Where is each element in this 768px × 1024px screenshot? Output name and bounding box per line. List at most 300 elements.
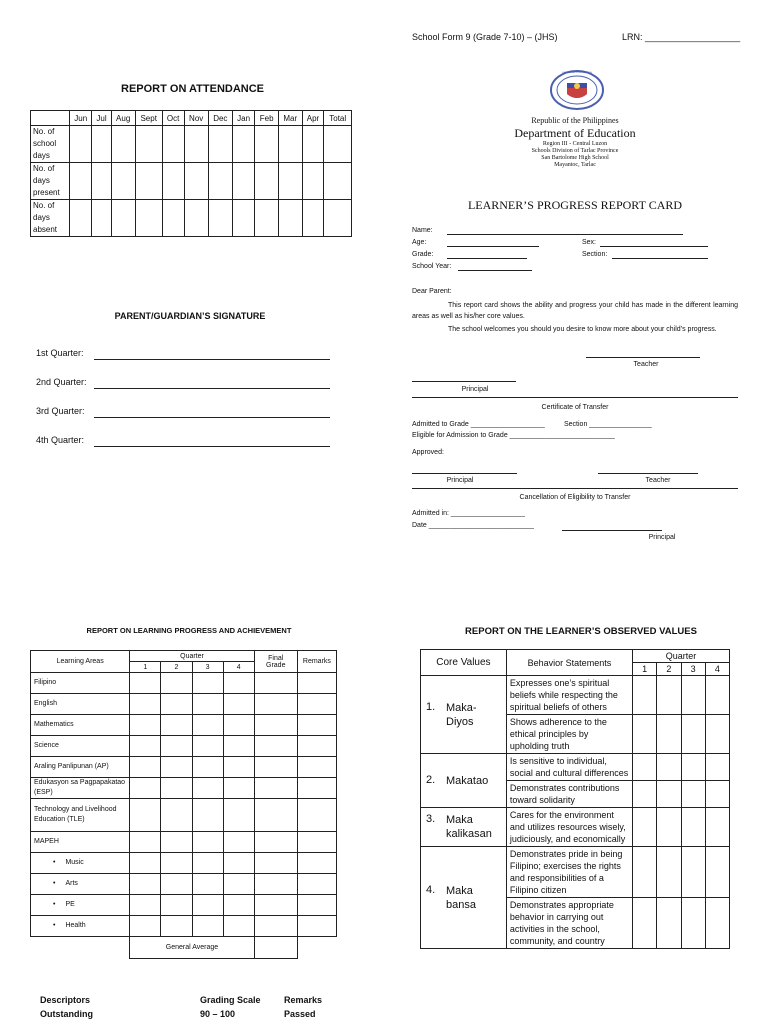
quarter-signature-label: 3rd Quarter: bbox=[36, 406, 85, 416]
final-grade-header: Final Grade bbox=[254, 651, 297, 673]
core-value-name: Maka kalikasan bbox=[446, 814, 492, 840]
dear-parent: Dear Parent: bbox=[412, 288, 452, 295]
attendance-row-label-line: absent bbox=[33, 225, 58, 234]
grade-cell[interactable] bbox=[130, 757, 161, 778]
learning-area-name bbox=[31, 673, 130, 694]
attendance-row bbox=[31, 163, 352, 200]
learning-area-label: PE bbox=[65, 901, 75, 908]
values-row bbox=[421, 808, 730, 847]
transfer-title: Certificate of Transfer bbox=[541, 404, 609, 411]
values-row bbox=[421, 847, 730, 898]
values-rating-cell[interactable] bbox=[681, 676, 705, 715]
grade-cell[interactable] bbox=[254, 799, 297, 832]
attendance-cell[interactable] bbox=[92, 163, 111, 200]
grade-cell[interactable] bbox=[161, 715, 192, 736]
name-label: Name: bbox=[412, 227, 433, 234]
attendance-cell[interactable] bbox=[135, 200, 162, 237]
learning-area-name bbox=[31, 736, 130, 757]
attendance-row-label-line: days bbox=[33, 213, 50, 222]
grade-cell[interactable] bbox=[223, 895, 254, 916]
grade-cell[interactable] bbox=[297, 715, 336, 736]
grade-cell[interactable] bbox=[297, 736, 336, 757]
behavior-statement: Is sensitive to individual, social and cultural differences bbox=[506, 754, 632, 781]
legend-descriptors: Descriptors bbox=[40, 995, 91, 1005]
grade-cell[interactable] bbox=[254, 757, 297, 778]
values-row bbox=[421, 754, 730, 781]
quarter-number: 2 bbox=[161, 662, 192, 673]
grade-cell[interactable] bbox=[254, 715, 297, 736]
learning-area-name bbox=[31, 715, 130, 736]
cancellation-title: Cancellation of Eligibility to Transfer bbox=[519, 494, 631, 501]
learning-area-label: Health bbox=[65, 922, 86, 929]
learning-area-row bbox=[31, 673, 337, 694]
cancellation-principal-label: Principal bbox=[648, 534, 676, 541]
values-row bbox=[421, 676, 730, 715]
quarter-signature-label: 2nd Quarter: bbox=[36, 377, 87, 387]
teacher-approval-line bbox=[598, 473, 698, 474]
grade-cell[interactable] bbox=[130, 832, 161, 853]
values-rating-cell[interactable] bbox=[705, 898, 729, 949]
attendance-cell[interactable] bbox=[255, 163, 279, 200]
general-average-label: General Average bbox=[130, 937, 254, 959]
core-value-cell bbox=[421, 754, 507, 808]
core-value-number: 2. bbox=[426, 773, 436, 786]
grade-cell[interactable] bbox=[297, 874, 336, 895]
attendance-cell[interactable] bbox=[70, 163, 92, 200]
sex-line[interactable] bbox=[600, 246, 708, 247]
admitted-to-grade: Admitted to Grade ___________________ bbox=[412, 421, 545, 428]
values-rating-cell[interactable] bbox=[681, 808, 705, 847]
learning-area-label: Mathematics bbox=[34, 721, 74, 728]
lrn-field: LRN: ___________________ bbox=[622, 32, 741, 42]
grade-cell[interactable] bbox=[192, 874, 223, 895]
grade-cell[interactable] bbox=[254, 853, 297, 874]
grade-cell[interactable] bbox=[161, 694, 192, 715]
attendance-table bbox=[30, 110, 352, 237]
attendance-row-label bbox=[31, 126, 70, 163]
attendance-cell[interactable] bbox=[111, 126, 135, 163]
values-rating-cell[interactable] bbox=[657, 847, 681, 898]
grade-cell[interactable] bbox=[130, 916, 161, 937]
learning-area-name bbox=[31, 694, 130, 715]
attendance-row-label bbox=[31, 163, 70, 200]
attendance-cell[interactable] bbox=[232, 200, 254, 237]
attendance-cell[interactable] bbox=[324, 126, 352, 163]
values-rating-cell[interactable] bbox=[657, 898, 681, 949]
bullet-icon: • bbox=[53, 922, 56, 929]
attendance-cell[interactable] bbox=[70, 200, 92, 237]
learning-area-row bbox=[31, 916, 337, 937]
grade-cell[interactable] bbox=[161, 799, 192, 832]
bullet-icon: • bbox=[53, 901, 56, 908]
grade-cell[interactable] bbox=[223, 916, 254, 937]
grade-cell[interactable] bbox=[297, 895, 336, 916]
values-rating-cell[interactable] bbox=[681, 847, 705, 898]
attendance-cell[interactable] bbox=[208, 126, 232, 163]
core-value-name: Maka bansa bbox=[446, 884, 476, 911]
attendance-cell[interactable] bbox=[302, 163, 324, 200]
grade-cell[interactable] bbox=[130, 895, 161, 916]
attendance-cell[interactable] bbox=[70, 126, 92, 163]
values-rating-cell[interactable] bbox=[681, 781, 705, 808]
behavior-statement: Cares for the environment and utilizes resources wisely, judiciously, and economically bbox=[506, 808, 632, 847]
values-quarter-number: 3 bbox=[681, 663, 705, 676]
grade-cell[interactable] bbox=[192, 694, 223, 715]
month-header: Jan bbox=[232, 111, 254, 126]
grade-cell[interactable] bbox=[223, 694, 254, 715]
approved-label: Approved: bbox=[412, 449, 444, 456]
deped-seal bbox=[549, 70, 605, 110]
grade-cell[interactable] bbox=[297, 694, 336, 715]
grade-cell[interactable] bbox=[192, 799, 223, 832]
attendance-cell[interactable] bbox=[208, 163, 232, 200]
learning-area-label: English bbox=[34, 700, 57, 707]
department: Department of Education bbox=[514, 126, 636, 140]
values-rating-cell[interactable] bbox=[657, 781, 681, 808]
values-rating-cell[interactable] bbox=[705, 676, 729, 715]
values-rating-cell[interactable] bbox=[705, 754, 729, 781]
quarter-signature-line[interactable] bbox=[94, 359, 330, 360]
values-rating-cell[interactable] bbox=[633, 715, 657, 754]
grade-cell[interactable] bbox=[161, 778, 192, 799]
attendance-row-label-line: school bbox=[33, 139, 57, 148]
grade-cell[interactable] bbox=[161, 916, 192, 937]
attendance-cell[interactable] bbox=[232, 163, 254, 200]
values-rating-cell[interactable] bbox=[681, 898, 705, 949]
month-header: Aug bbox=[111, 111, 135, 126]
attendance-cell[interactable] bbox=[184, 126, 208, 163]
learning-area-name bbox=[31, 895, 130, 916]
letter-paragraph-1: This report card shows the ability and progress your child has made in the different learning areas as well as his/her core values. bbox=[412, 302, 738, 320]
core-values-header: Core Values bbox=[421, 650, 507, 676]
learning-area-label: Music bbox=[65, 859, 84, 866]
grade-cell[interactable] bbox=[223, 673, 254, 694]
core-value-number: 4. bbox=[426, 883, 436, 896]
attendance-row bbox=[31, 126, 352, 163]
general-average-row bbox=[31, 937, 337, 959]
grade-cell[interactable] bbox=[223, 874, 254, 895]
progress-title: REPORT ON LEARNING PROGRESS AND ACHIEVEMENT bbox=[86, 626, 292, 635]
attendance-row-label-line: days bbox=[33, 176, 50, 185]
grade-cell[interactable] bbox=[161, 874, 192, 895]
quarter-header: Quarter bbox=[130, 651, 254, 662]
learning-area-label: Araling Panlipunan (AP) bbox=[34, 763, 109, 770]
month-header: Apr bbox=[302, 111, 324, 126]
divider bbox=[412, 397, 738, 398]
grade-cell[interactable] bbox=[130, 715, 161, 736]
grade-line[interactable] bbox=[447, 258, 527, 259]
age-label: Age: bbox=[412, 239, 427, 246]
remarks-header: Remarks bbox=[297, 651, 336, 673]
grade-cell[interactable] bbox=[161, 757, 192, 778]
learning-area-row bbox=[31, 778, 337, 799]
grade-cell[interactable] bbox=[223, 832, 254, 853]
grade-cell[interactable] bbox=[161, 853, 192, 874]
grade-cell[interactable] bbox=[192, 736, 223, 757]
grade-cell[interactable] bbox=[297, 757, 336, 778]
grade-cell[interactable] bbox=[192, 895, 223, 916]
values-rating-cell[interactable] bbox=[633, 847, 657, 898]
school-name: San Bartolome High School bbox=[541, 155, 609, 161]
quarter-signature-line[interactable] bbox=[94, 446, 330, 447]
cancellation-signature-line bbox=[562, 530, 662, 531]
attendance-row-label bbox=[31, 200, 70, 237]
grade-cell[interactable] bbox=[297, 799, 336, 832]
teacher-signature-line bbox=[586, 357, 700, 358]
quarter-signature-line[interactable] bbox=[94, 417, 330, 418]
values-rating-cell[interactable] bbox=[633, 808, 657, 847]
attendance-cell[interactable] bbox=[92, 126, 111, 163]
grade-cell[interactable] bbox=[192, 853, 223, 874]
card-title: LEARNER’S PROGRESS REPORT CARD bbox=[467, 198, 683, 212]
eligible-for-admission: Eligible for Admission to Grade ___________________________ bbox=[412, 432, 615, 439]
legend-row-descriptor: Outstanding bbox=[40, 1009, 93, 1019]
signature-title: PARENT/GUARDIAN’S SIGNATURE bbox=[114, 311, 266, 321]
core-value-name: Makatao bbox=[446, 774, 489, 787]
month-header: Oct bbox=[162, 111, 184, 126]
learning-areas-header: Learning Areas bbox=[31, 651, 130, 673]
core-value-number: 1. bbox=[426, 700, 436, 713]
month-header: Jun bbox=[70, 111, 92, 126]
region: Region III - Central Luzon bbox=[542, 141, 608, 147]
bullet-icon: • bbox=[53, 859, 56, 866]
grade-label: Grade: bbox=[412, 251, 434, 258]
attendance-row-label-line: No. of bbox=[33, 127, 55, 136]
grade-cell[interactable] bbox=[192, 916, 223, 937]
grade-cell[interactable] bbox=[297, 832, 336, 853]
grade-cell[interactable] bbox=[297, 778, 336, 799]
month-header: Sept bbox=[135, 111, 162, 126]
month-header: Mar bbox=[278, 111, 302, 126]
attendance-cell[interactable] bbox=[162, 126, 184, 163]
learning-area-name bbox=[31, 853, 130, 874]
letter-paragraph-2: The school welcomes you should you desire to know more about your child’s progress. bbox=[448, 326, 717, 333]
attendance-cell[interactable] bbox=[324, 200, 352, 237]
attendance-cell[interactable] bbox=[324, 163, 352, 200]
values-rating-cell[interactable] bbox=[657, 808, 681, 847]
legend-row-scale: 90 – 100 bbox=[200, 1009, 236, 1019]
values-rating-cell[interactable] bbox=[705, 808, 729, 847]
month-header: Feb bbox=[255, 111, 279, 126]
principal-approval-line bbox=[412, 473, 517, 474]
attendance-cell[interactable] bbox=[162, 200, 184, 237]
teacher-label: Teacher bbox=[633, 361, 659, 368]
grade-cell[interactable] bbox=[223, 715, 254, 736]
attendance-cell[interactable] bbox=[232, 126, 254, 163]
core-value-number: 3. bbox=[426, 813, 436, 825]
grade-cell[interactable] bbox=[254, 916, 297, 937]
grade-cell[interactable] bbox=[130, 673, 161, 694]
values-rating-cell[interactable] bbox=[633, 676, 657, 715]
learning-area-label: Edukasyon sa Pagpapakatao (ESP) bbox=[34, 779, 126, 796]
age-line[interactable] bbox=[447, 246, 539, 247]
general-average-cell[interactable] bbox=[254, 937, 297, 959]
teacher-approval-label: Teacher bbox=[645, 477, 671, 484]
observed-values-table bbox=[420, 649, 730, 949]
values-quarter-number: 2 bbox=[657, 663, 681, 676]
grade-cell[interactable] bbox=[254, 874, 297, 895]
values-rating-cell[interactable] bbox=[705, 715, 729, 754]
bullet-icon: • bbox=[53, 880, 56, 887]
division: Schools Division of Tarlac Province bbox=[531, 148, 619, 154]
grade-cell[interactable] bbox=[130, 799, 161, 832]
learning-area-name bbox=[31, 916, 130, 937]
attendance-cell[interactable] bbox=[208, 200, 232, 237]
values-rating-cell[interactable] bbox=[657, 715, 681, 754]
attendance-cell[interactable] bbox=[111, 163, 135, 200]
grade-cell[interactable] bbox=[223, 757, 254, 778]
behavior-statement: Shows adherence to the ethical principles by upholding truth bbox=[506, 715, 632, 754]
legend-grading-scale: Grading Scale bbox=[200, 995, 261, 1005]
learning-area-label: Science bbox=[34, 742, 59, 749]
legend-remarks: Remarks bbox=[284, 995, 323, 1005]
grade-cell[interactable] bbox=[161, 832, 192, 853]
core-value-cell bbox=[421, 808, 507, 847]
form-label: School Form 9 (Grade 7-10) – (JHS) bbox=[412, 32, 558, 42]
learning-area-name bbox=[31, 799, 130, 832]
grade-cell[interactable] bbox=[297, 673, 336, 694]
grade-cell[interactable] bbox=[192, 673, 223, 694]
values-rating-cell[interactable] bbox=[633, 898, 657, 949]
quarter-signature-line[interactable] bbox=[94, 388, 330, 389]
learning-area-row bbox=[31, 895, 337, 916]
learning-area-row bbox=[31, 694, 337, 715]
behavior-statement: Demonstrates appropriate behavior in carrying out activities in the school, community, and country bbox=[506, 898, 632, 949]
grade-cell[interactable] bbox=[223, 799, 254, 832]
grade-cell[interactable] bbox=[192, 757, 223, 778]
behavior-statement: Demonstrates contributions toward solidarity bbox=[506, 781, 632, 808]
grade-cell[interactable] bbox=[297, 853, 336, 874]
learning-area-label: Technology and Livelihood Education (TLE) bbox=[34, 806, 117, 823]
learning-area-label: Filipino bbox=[34, 679, 57, 686]
attendance-cell[interactable] bbox=[278, 163, 302, 200]
learning-area-name bbox=[31, 757, 130, 778]
grade-cell[interactable] bbox=[223, 853, 254, 874]
attendance-title: REPORT ON ATTENDANCE bbox=[121, 83, 264, 95]
sex-label: Sex: bbox=[582, 239, 597, 246]
learning-area-name bbox=[31, 778, 130, 799]
principal-label: Principal bbox=[461, 386, 489, 393]
values-title: REPORT ON THE LEARNER’S OBSERVED VALUES bbox=[465, 626, 697, 637]
grade-cell[interactable] bbox=[254, 778, 297, 799]
attendance-cell[interactable] bbox=[162, 163, 184, 200]
values-rating-cell[interactable] bbox=[705, 781, 729, 808]
principal-approval-label: Principal bbox=[446, 477, 474, 484]
month-header: Dec bbox=[208, 111, 232, 126]
divider bbox=[412, 488, 738, 489]
name-line[interactable] bbox=[447, 234, 683, 235]
core-value-cell bbox=[421, 847, 507, 949]
grade-cell[interactable] bbox=[161, 673, 192, 694]
grade-cell[interactable] bbox=[254, 694, 297, 715]
grade-cell[interactable] bbox=[223, 736, 254, 757]
attendance-cell[interactable] bbox=[302, 200, 324, 237]
attendance-cell[interactable] bbox=[255, 126, 279, 163]
principal-signature-line bbox=[412, 381, 516, 382]
values-rating-cell[interactable] bbox=[657, 676, 681, 715]
grade-cell[interactable] bbox=[254, 832, 297, 853]
quarter-number: 3 bbox=[192, 662, 223, 673]
grade-cell[interactable] bbox=[192, 715, 223, 736]
values-quarter-header: Quarter bbox=[633, 650, 730, 663]
attendance-row bbox=[31, 200, 352, 237]
attendance-cell[interactable] bbox=[255, 200, 279, 237]
values-rating-cell[interactable] bbox=[681, 754, 705, 781]
grade-cell[interactable] bbox=[161, 895, 192, 916]
attendance-cell[interactable] bbox=[184, 200, 208, 237]
grade-cell[interactable] bbox=[130, 778, 161, 799]
attendance-cell[interactable] bbox=[135, 163, 162, 200]
learning-area-name bbox=[31, 832, 130, 853]
transfer-section: Section ________________ bbox=[564, 421, 652, 428]
attendance-cell[interactable] bbox=[184, 163, 208, 200]
values-rating-cell[interactable] bbox=[681, 715, 705, 754]
attendance-cell[interactable] bbox=[111, 200, 135, 237]
attendance-cell[interactable] bbox=[302, 126, 324, 163]
behavior-statements-header: Behavior Statements bbox=[506, 650, 632, 676]
grade-cell[interactable] bbox=[130, 694, 161, 715]
quarter-number: 1 bbox=[130, 662, 161, 673]
attendance-cell[interactable] bbox=[92, 200, 111, 237]
grade-cell[interactable] bbox=[130, 874, 161, 895]
grade-cell[interactable] bbox=[254, 736, 297, 757]
attendance-cell[interactable] bbox=[135, 126, 162, 163]
grade-cell[interactable] bbox=[223, 778, 254, 799]
learning-area-row bbox=[31, 736, 337, 757]
values-rating-cell[interactable] bbox=[633, 754, 657, 781]
school-year-line[interactable] bbox=[458, 270, 532, 271]
learning-area-row bbox=[31, 715, 337, 736]
grade-cell[interactable] bbox=[297, 916, 336, 937]
grade-cell[interactable] bbox=[254, 673, 297, 694]
values-rating-cell[interactable] bbox=[705, 847, 729, 898]
seal-text: KAGAWARAN NG EDUKASYON bbox=[562, 72, 592, 74]
attendance-row-label-line: present bbox=[33, 188, 60, 197]
section-line[interactable] bbox=[612, 258, 708, 259]
learning-area-row bbox=[31, 757, 337, 778]
learning-area-row bbox=[31, 874, 337, 895]
values-quarter-number: 1 bbox=[633, 663, 657, 676]
attendance-cell[interactable] bbox=[278, 126, 302, 163]
grade-cell[interactable] bbox=[192, 832, 223, 853]
behavior-statement: Demonstrates pride in being Filipino; exercises the rights and responsibilities of a Filipino citizen bbox=[506, 847, 632, 898]
school-address: Mayantoc, Tarlac bbox=[554, 162, 596, 168]
values-rating-cell[interactable] bbox=[633, 781, 657, 808]
grade-cell[interactable] bbox=[192, 778, 223, 799]
learning-area-row bbox=[31, 799, 337, 832]
quarter-signature-label: 1st Quarter: bbox=[36, 348, 84, 358]
grade-cell[interactable] bbox=[130, 853, 161, 874]
attendance-row-label-line: No. of bbox=[33, 201, 55, 210]
month-header: Nov bbox=[184, 111, 208, 126]
grade-cell[interactable] bbox=[254, 895, 297, 916]
learning-area-row bbox=[31, 832, 337, 853]
section-label: Section: bbox=[582, 251, 608, 258]
grade-cell[interactable] bbox=[130, 736, 161, 757]
core-value-cell bbox=[421, 676, 507, 754]
grade-cell[interactable] bbox=[161, 736, 192, 757]
learning-area-name bbox=[31, 874, 130, 895]
learning-area-label: Arts bbox=[65, 880, 78, 887]
learning-area-label: MAPEH bbox=[34, 838, 59, 845]
quarter-number: 4 bbox=[223, 662, 254, 673]
attendance-row-label-line: days bbox=[33, 151, 50, 160]
attendance-cell[interactable] bbox=[278, 200, 302, 237]
values-quarter-number: 4 bbox=[705, 663, 729, 676]
core-value-name: Maka-Diyos bbox=[446, 701, 477, 728]
month-header: Jul bbox=[92, 111, 111, 126]
values-rating-cell[interactable] bbox=[657, 754, 681, 781]
